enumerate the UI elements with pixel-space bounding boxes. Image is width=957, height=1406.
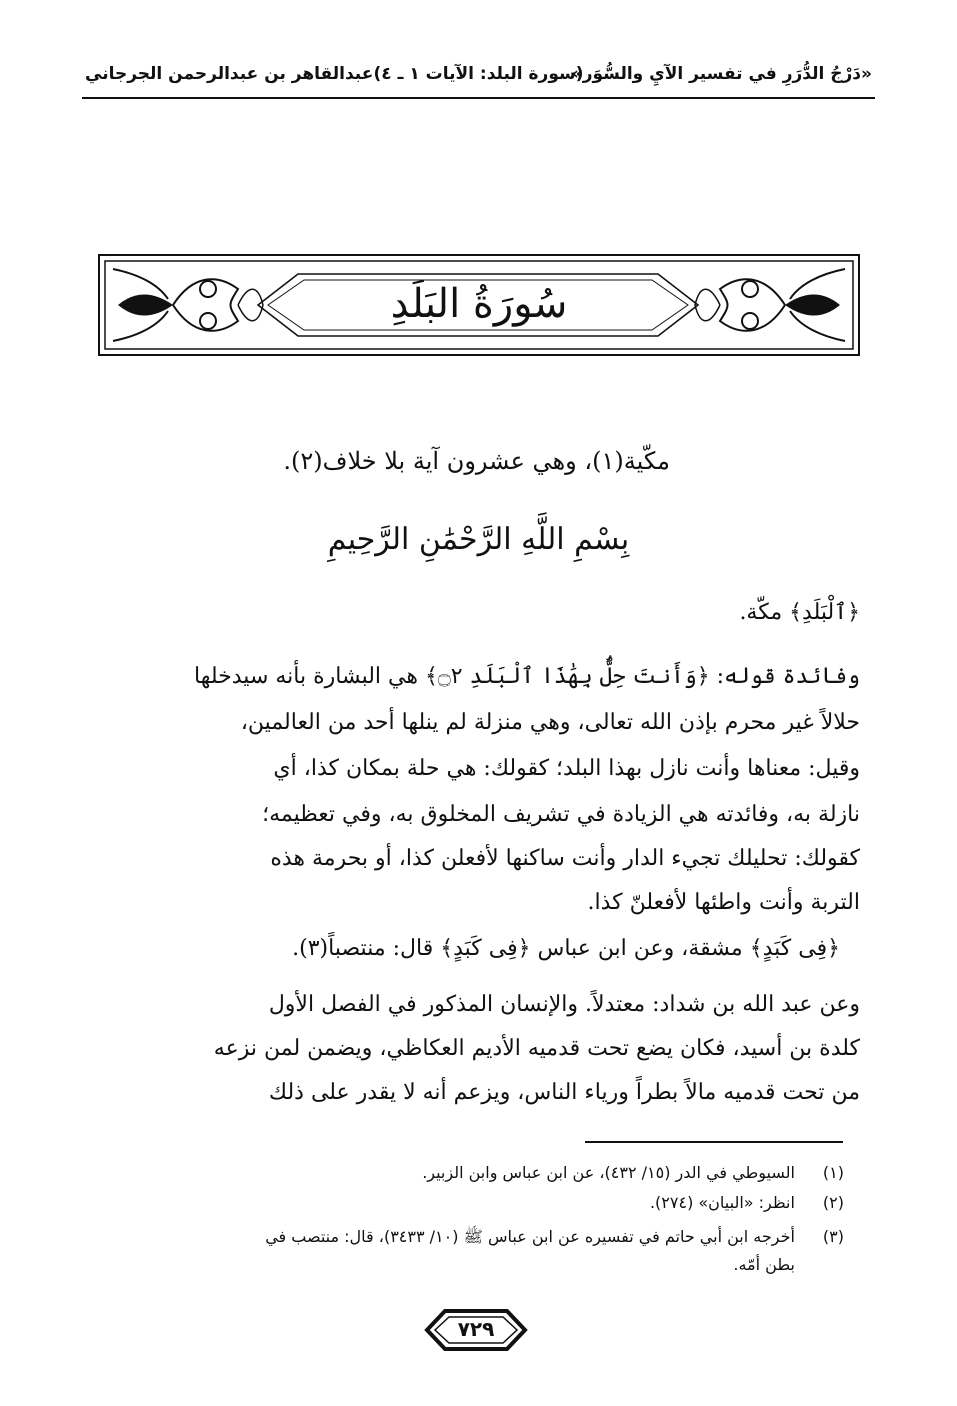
- footnote-number: (٢): [822, 1193, 844, 1212]
- text-line: ﴿فِى كَبَدٍ﴾ مشقة، وعن ابن عباس ﴿فِى كَبَدٍ﴾ قال: منتصباً(٣).: [292, 936, 840, 961]
- text-line: كقولك: تحليلك تجيء الدار وأنت ساكنها لأفعلن كذا، أو بحرمة هذه: [270, 846, 860, 871]
- page-number: ٧٢٩: [457, 1317, 495, 1341]
- text-line: وقيل: معناها وأنت نازل بهذا البلد؛ كقولك: هي حلة بمكان كذا، أي: [273, 756, 860, 781]
- footnote-text: أخرجه ابن أبي حاتم في تفسيره عن ابن عباس ﷺ (١٠/ ٣٤٣٣)، قال: منتصب في: [265, 1227, 795, 1246]
- footnote-item: [95, 1163, 844, 1182]
- basmala: بِسْمِ اللَّهِ الرَّحْمَٰنِ الرَّحِيمِ: [327, 522, 630, 557]
- footnote-item: [95, 1255, 844, 1274]
- header-surah-range: (سورة البلد: الآيات ١ ـ ٤): [373, 64, 584, 84]
- header-book-title: «دَرْجُ الدُّرَرِ في تفسير الآيِ والسُّوَر»: [571, 64, 872, 84]
- footnote-rule: [585, 1141, 843, 1143]
- footnote-text: انظر: «البيان» (٢٧٤).: [649, 1193, 795, 1212]
- footnote-item: [95, 1227, 844, 1250]
- intro-line: مكّية(١)، وهي عشرون آية بلا خلاف(٢).: [283, 447, 670, 475]
- text-line: وعن عبد الله بن شداد: معتدلاً. والإنسان المذكور في الفصل الأول: [268, 992, 860, 1017]
- header-author: عبدالقاهر بن عبدالرحمن الجرجاني: [85, 64, 374, 84]
- text-line: نازلة به، وفائدته هي الزيادة في تشريف المخلوق به، وفي تعظيمه؛: [262, 802, 860, 827]
- footnote-item: [95, 1193, 844, 1212]
- footnote-text: السيوطي في الدر (١٥/ ٤٣٢)، عن ابن عباس وابن الزبير.: [422, 1163, 795, 1182]
- text-line: وفائدة قوله: ﴿وَأَنتَ حِلٌّۢ بِهَٰذَا ٱلْبَلَدِ ۝٢﴾ هي البشارة بأنه سيدخلها: [194, 664, 860, 689]
- footnote-number: (١): [822, 1163, 844, 1182]
- text-line: كلدة بن أسيد، فكان يضع تحت قدميه الأديم العكاظي، ويضمن لمن نزعه: [213, 1036, 860, 1061]
- page-number-badge: [423, 1305, 529, 1355]
- text-line: من تحت قدميه مالاً بطراً ورياء الناس، ويزعم أنه لا يقدر على ذلك: [268, 1080, 860, 1105]
- text-line: حلالاً غير محرم بإذن الله تعالى، وهي منزلة لم ينلها أحد من العالمين،: [240, 710, 860, 735]
- main-text: [93, 0, 860, 1140]
- footnote-text: بطن أمّه.: [733, 1255, 795, 1274]
- text-line: ﴿ٱلْبَلَدِ﴾ مكّة.: [739, 600, 860, 625]
- surah-title: سُورَةُ البَلَدِ: [390, 281, 568, 327]
- footnote-number: (٣): [822, 1227, 844, 1246]
- text-line: التربة وأنت واطئها لأفعلنّ كذا.: [587, 890, 860, 915]
